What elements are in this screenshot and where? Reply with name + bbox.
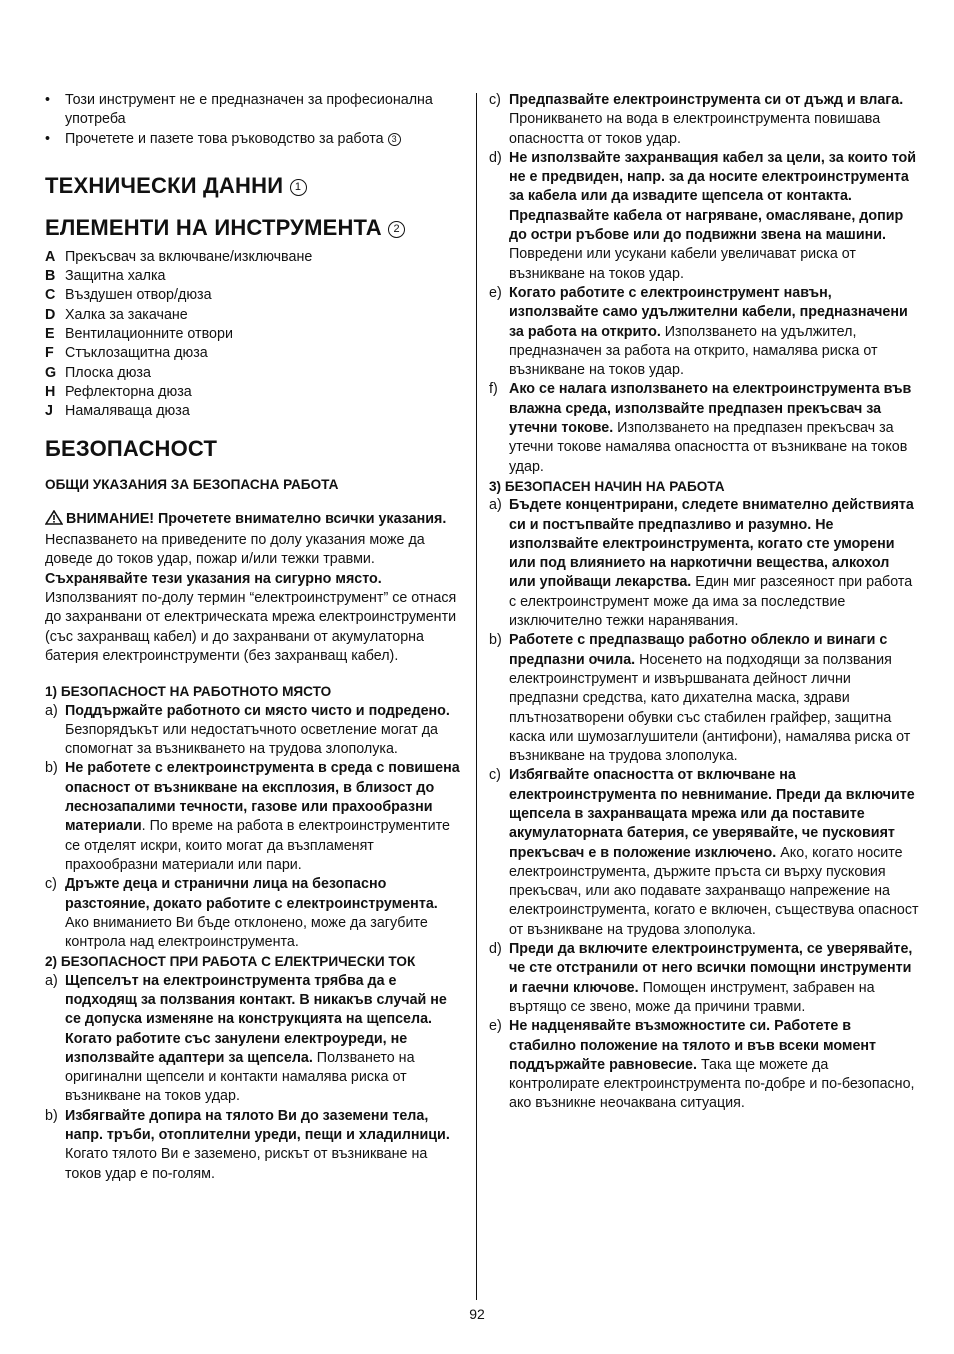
item-text (509, 380, 919, 476)
left-column (45, 91, 465, 1184)
intro-bullets (45, 91, 465, 149)
ref-number: 3 (388, 133, 401, 146)
part-item (45, 248, 465, 267)
part-label: Защитна халка (65, 268, 166, 285)
page-number: 92 (469, 1306, 485, 1322)
item-letter: b) (45, 1107, 58, 1124)
ref-number: 2 (388, 221, 405, 238)
item-text (509, 940, 919, 1017)
part-key: B (45, 268, 56, 285)
part-key: A (45, 248, 56, 265)
item-bold-text: Дръжте деца и странични лица на безопасно разстояние, докато работите с електроинструмента. (65, 876, 438, 912)
part-item (45, 286, 465, 305)
item-letter: a) (489, 497, 502, 514)
item-plain-text: . По време на работа в електроинструментите се отделят искри, които могат да възпламенят прахообразни материали или пари. (65, 818, 451, 873)
item-plain-text: Повредени или усукани кабели увеличават риска от възникване на токов удар. (509, 246, 856, 282)
item-plain-text: Проникването на вода в електроинструмента повишава опасността от токов удар. (509, 111, 881, 147)
part-label: Халка за закачане (65, 306, 188, 323)
item-letter: e) (489, 284, 502, 301)
heading-work-area-safety: 1) БЕЗОПАСНОСТ НА РАБОТНОТО МЯСТО (45, 684, 332, 700)
part-key: F (45, 345, 54, 362)
part-key: J (45, 403, 53, 420)
item-letter: b) (489, 632, 502, 649)
part-key: C (45, 287, 56, 304)
item-text (509, 91, 919, 149)
part-label: Рефлекторна дюза (65, 383, 192, 400)
ref-number: 1 (290, 179, 307, 196)
part-item (45, 306, 465, 325)
item-plain-text: Използването на удължител, предназначен за работа на открито, намалява риска от възникване на токов удар. (509, 323, 878, 379)
item-letter: c) (489, 92, 501, 108)
item-bold-text: Не надценявайте възможностите си. Работете в стабилно положение на тялото и във всеки момент поддържайте равновесие. (509, 1018, 877, 1073)
item-letter: a) (45, 702, 58, 719)
item-plain-text: Ако, когато носите електроинструмента, държите пръста си върху пусковия прекъсвач, или ако подавате захранващо напрежение на електроинструмента, когато е включен, съществува опасност от възникване на трудова злополука. (509, 844, 919, 938)
part-label: Въздушен отвор/дюза (65, 287, 212, 304)
item-text (509, 631, 919, 766)
item-bold-text: Работете с предпазващо работно облекло и винаги с предпазни очила. (509, 632, 888, 668)
item-plain-text: Помощен инструмент, забравен на въртящо се звено, може да причини травми. (509, 979, 875, 1015)
heading-electrical-safety: 2) БЕЗОПАСНОСТ ПРИ РАБОТА С ЕЛЕКТРИЧЕСКИ ТОК (45, 954, 416, 970)
warning-triangle-icon (45, 510, 63, 531)
item-letter: f) (489, 381, 498, 398)
item-text (509, 284, 919, 380)
part-key: D (45, 306, 56, 323)
item-bold-text: Поддържайте работното си място чисто и подредено. (65, 702, 450, 719)
item-bold-text: Не работете с електроинструмента в среда с повишена опасност от възникване на експлозия, в близост до леснозапалими течности, газове или прахообразни материали (65, 760, 460, 835)
safety-item (489, 940, 919, 1017)
warning-paragraph: ВНИМАНИЕ! Прочетете внимателно всички указания. Неспазването на приведените по долу указания може да доведе до токов удар, пожар и/или тежки травми. Съхранявайте тези указания на сигурно място. Използваният по-долу термин “електроинструмент” се отнася до захранвани от електрическата мрежа електроинструменти (със захранващ кабел) и до захранвани от акумулаторна батерия електроинструменти (без захранващ кабел). (45, 510, 457, 664)
item-bold-text: Не използвайте захранващия кабел за цели, за които той не е предвиден, напр. за да носите електроинструмента за кабела или да извадите щепсела от контакта. Предпазвайте кабела от нагряване, омасляване, допир до остри ръбове или до подвижни звена на машини. (509, 149, 916, 244)
item-text (65, 875, 465, 952)
part-key: E (45, 326, 55, 343)
safety-item (489, 149, 919, 284)
part-item (45, 364, 465, 383)
safety-item (489, 284, 919, 380)
part-label: Прекъсвач за включване/изключване (65, 248, 313, 265)
item-bold-text: Избягвайте допира на тялото Ви до заземени тела, напр. тръби, отоплителни уреди, пещи и хладилници. (65, 1107, 450, 1144)
safety-item (45, 759, 465, 875)
item-bold-text: Когато работите с електроинструмент навън, използвайте само удължителни кабели, предназначени за работа на открито. (509, 284, 908, 340)
item-letter: b) (45, 760, 58, 777)
heading-safety: БЕЗОПАСНОСТ (45, 435, 218, 461)
part-label: Плоска дюза (65, 364, 151, 381)
part-item (45, 402, 465, 421)
bullet-item: • Прочетете и пазете това ръководство за работа 3 (45, 130, 465, 149)
item-plain-text: Носенето на подходящи за ползвания електроинструмент и извършваната дейност лични предпазни средства, като дихателна маска, здрави плътнозатворени обувки със стабилен грайфер, защитна каска или шумозаглушители (антифони), намалява риска от възникване на трудова злополука. (509, 651, 911, 765)
item-text (65, 1107, 465, 1184)
right-column (489, 91, 919, 1114)
heading-tool-elements: ЕЛЕМЕНТИ НА ИНСТРУМЕНТА 2 (45, 214, 465, 242)
item-letter: a) (45, 972, 58, 989)
item-bold-text: Предпазвайте електроинструмента си от дъжд и влага. (509, 92, 904, 108)
parts-list (45, 248, 465, 422)
safety-item (489, 496, 919, 631)
item-text (509, 1017, 919, 1113)
item-letter: d) (489, 149, 502, 166)
item-letter: c) (45, 876, 57, 893)
part-label: Стъклозащитна дюза (65, 345, 208, 362)
safety-item (489, 91, 919, 149)
item-text (65, 702, 465, 760)
item-bold-text: Избягвайте опасността от включване на електроинструмента по невнимание. Преди да включите щепсела в захранващата мрежа или да поставите акумулаторната батерия, се уверявайте, че пусковият прекъсвач е в положение изключено. (509, 767, 915, 861)
item-text (509, 496, 919, 631)
item-plain-text: Ако вниманието Ви бъде отклонено, може да загубите контрола над електроинструмента. (65, 914, 428, 951)
item-letter: d) (489, 941, 502, 958)
heading-safe-work: 3) БЕЗОПАСЕН НАЧИН НА РАБОТА (489, 478, 725, 494)
item-bold-text: Ако се налага използването на електроинструмента във влажна среда, използвайте предпазен прекъсвач за утечни токове. (509, 381, 912, 437)
electrical-items-continued (489, 91, 919, 477)
item-plain-text: Когато тялото Ви е заземено, рискът от възникване на токов удар е по-голям. (65, 1146, 428, 1182)
safety-item (45, 875, 465, 952)
part-item (45, 344, 465, 363)
item-plain-text: Безпорядъкът или недостатъчното осветление могат да спомогнат за възникването на трудова злополука. (65, 721, 439, 758)
safety-item (45, 702, 465, 760)
item-text (509, 766, 919, 940)
heading-general-safety: ОБЩИ УКАЗАНИЯ ЗА БЕЗОПАСНА РАБОТА (45, 476, 339, 492)
part-item (45, 383, 465, 402)
part-label: Вентилационните отвори (65, 326, 233, 343)
item-text (65, 972, 465, 1107)
item-letter: c) (489, 767, 501, 784)
item-plain-text: Един миг разсеяност при работа с електроинструмент може да има за последствие изключително тежки наранявания. (509, 574, 913, 630)
work-area-items (45, 702, 465, 953)
part-item (45, 325, 465, 344)
item-letter: e) (489, 1018, 502, 1035)
part-item (45, 267, 465, 286)
item-plain-text: Ползването на оригинални щепсели и контакти намалява риска от възникване на токов удар. (65, 1049, 415, 1105)
item-plain-text: Използването на предпазен прекъсвач за утечни токове намалява опасността от възникване на токов удар. (509, 420, 908, 475)
safety-item (45, 972, 465, 1107)
item-plain-text: Така ще можете да контролирате електроинструмента по-добре и по-безопасно, ако възникне неочаквана ситуация. (509, 1056, 915, 1112)
item-text (509, 149, 919, 284)
part-key: G (45, 364, 57, 381)
safety-item (45, 1107, 465, 1184)
heading-technical-data: ТЕХНИЧЕСКИ ДАННИ 1 (45, 172, 465, 200)
safety-item (489, 380, 919, 476)
item-bold-text: Преди да включите електроинструмента, се уверявайте, че сте отстранили от него всички помощни инструменти и гаечни ключове. (509, 941, 913, 996)
item-text (65, 759, 465, 875)
item-bold-text: Бъдете концентрирани, следете внимателно действията си и постъпвайте предпазливо и разумно. Не използвайте електроинструмента, когато сте уморени или под влиянието на наркотични вещества, алкохол или упойващи лекарства. (509, 497, 914, 591)
bullet-item: • Този инструмент не е предназначен за професионална употреба (45, 91, 465, 130)
safety-item (489, 631, 919, 766)
electrical-items (45, 972, 465, 1184)
part-label: Намаляваща дюза (65, 403, 190, 420)
safety-item (489, 766, 919, 940)
part-key: H (45, 383, 56, 400)
column-divider (476, 93, 477, 1300)
safe-work-items (489, 496, 919, 1114)
safety-item (489, 1017, 919, 1113)
item-bold-text: Щепселът на електроинструмента трябва да е подходящ за ползвания контакт. В никакъв случай не се допуска изменяне на конструкцията на щепсела. Когато работите със занулени електроуреди, не използвайте адаптери за щепсела. (65, 972, 447, 1066)
